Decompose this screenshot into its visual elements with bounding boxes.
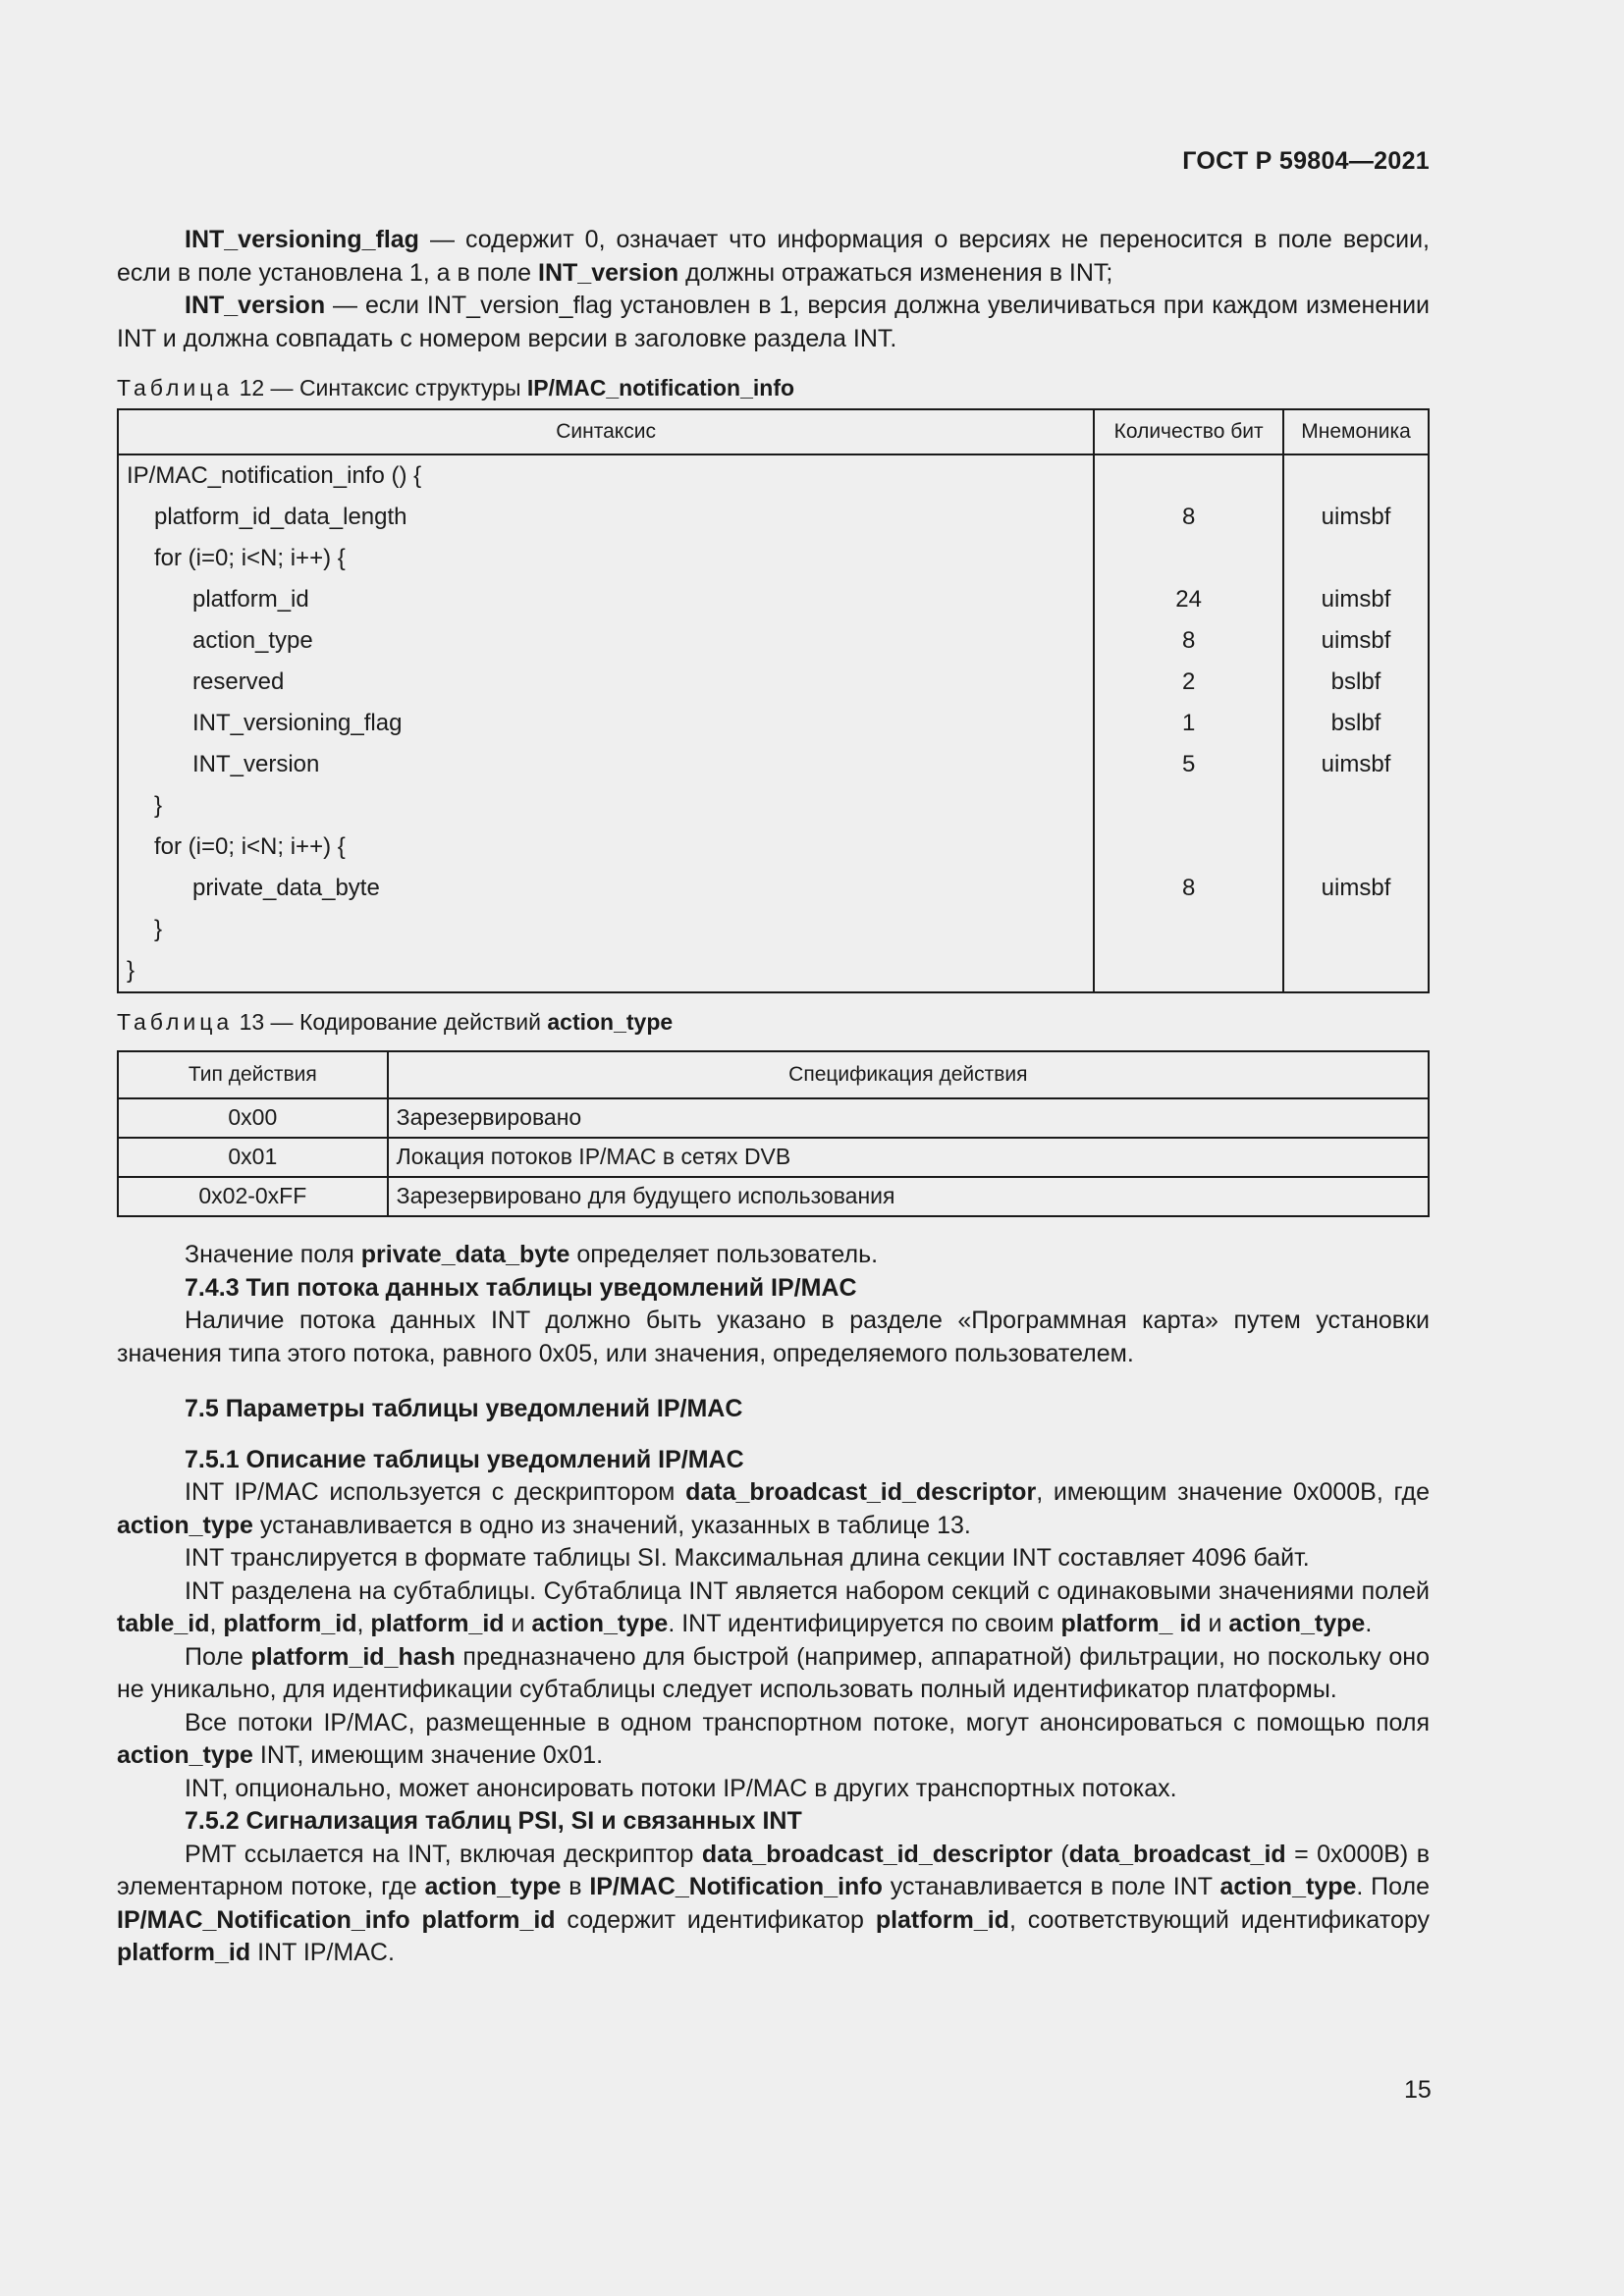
paragraph-pmt — [117, 1839, 1430, 1970]
text: PMT ссылается на INT, включая дескриптор — [185, 1840, 702, 1868]
text: Поле — [185, 1642, 251, 1671]
paragraph-private-data — [117, 1239, 1430, 1272]
bits-value — [1103, 785, 1274, 827]
term: action_type — [117, 1511, 253, 1539]
mnemonic-value: uimsbf — [1321, 504, 1391, 530]
mnemonic-value — [1292, 909, 1420, 950]
page-content — [117, 224, 1430, 1970]
text: . Поле — [1356, 1873, 1430, 1900]
term: platform_id — [370, 1610, 505, 1637]
mnemonic-value: bslbf — [1330, 710, 1381, 736]
caption-text: 13 — Кодирование действий — [239, 1009, 548, 1035]
bits-column — [1094, 454, 1283, 992]
text: . INT идентифицируется по своим — [668, 1610, 1061, 1637]
syntax-line: platform_id_data_length — [154, 504, 407, 530]
document-code: ГОСТ Р 59804—2021 — [1182, 147, 1430, 175]
caption-text: 12 — Синтаксис структуры — [239, 375, 527, 400]
bits-value: 24 — [1175, 586, 1202, 613]
syntax-line: INT_versioning_flag — [192, 710, 403, 736]
caption-term: IP/MAC_notification_info — [526, 375, 795, 400]
text: , имеющим значение 0x000B, где — [1036, 1478, 1430, 1506]
term: INT_versioning_flag — [185, 226, 419, 253]
bits-value — [1103, 538, 1274, 579]
text: , — [209, 1610, 224, 1637]
text: INT, имеющим значение 0x01. — [252, 1741, 604, 1769]
term: platform_ id — [1060, 1610, 1202, 1637]
heading-7-5-1 — [117, 1444, 1430, 1477]
column-header-specification: Спецификация действия — [388, 1051, 1429, 1098]
text: в — [561, 1873, 590, 1900]
mnemonic-column — [1283, 454, 1429, 992]
action-code: 0x02-0xFF — [118, 1177, 388, 1216]
action-code: 0x01 — [118, 1138, 388, 1177]
bits-value: 8 — [1181, 504, 1196, 530]
term: action_type — [1228, 1610, 1366, 1637]
table-row — [118, 1098, 1429, 1138]
bits-value — [1103, 950, 1274, 991]
term: action_type — [424, 1873, 562, 1900]
bits-value — [1103, 827, 1274, 868]
term: INT_version — [185, 292, 326, 319]
term: platform_id_hash — [250, 1642, 456, 1671]
term: action_type — [1219, 1873, 1357, 1900]
text: . — [1365, 1610, 1373, 1637]
syntax-line: for (i=0; i<N; i++) { — [154, 545, 346, 571]
mnemonic-value — [1292, 950, 1420, 991]
syntax-line: } — [154, 792, 163, 819]
term: INT_version — [538, 258, 679, 287]
syntax-line: } — [127, 957, 135, 984]
term: platform_id — [875, 1905, 1009, 1934]
mnemonic-value: uimsbf — [1321, 586, 1391, 613]
text: INT IP/MAC используется с дескриптором — [185, 1478, 686, 1506]
table-row — [118, 1138, 1429, 1177]
paragraph-subtables — [117, 1575, 1430, 1641]
column-header-bits: Количество бит — [1094, 409, 1283, 454]
table-row — [118, 1177, 1429, 1216]
syntax-line: reserved — [192, 668, 285, 695]
paragraph-int-versioning-flag — [117, 224, 1430, 290]
action-type-table — [117, 1050, 1430, 1217]
caption-term: action_type — [547, 1009, 674, 1035]
paragraph-si-format — [117, 1542, 1430, 1575]
text: предназначено для быстрой (например, аппаратной) фильтрации, но поскольку оно не уникально, для идентификации субтаблицы следует использовать полный идентификатор платформы. — [117, 1642, 1430, 1703]
paragraph-platform-hash — [117, 1641, 1430, 1707]
text: устанавливается в поле INT — [882, 1873, 1220, 1900]
action-code: 0x00 — [118, 1098, 388, 1138]
syntax-line: INT_version — [192, 751, 320, 777]
syntax-line: platform_id — [192, 586, 309, 613]
text: Наличие потока данных INT должно быть указано в разделе «Программная карта» путем установки значения типа этого потока, равного 0x05, или значения, определяемого пользователем. — [117, 1307, 1430, 1367]
mnemonic-value — [1292, 785, 1420, 827]
action-specification: Зарезервировано — [388, 1098, 1429, 1138]
text: INT разделена на субтаблицы. Субтаблица INT является набором секций с одинаковыми значениями полей — [185, 1576, 1430, 1605]
text: = 0x000B) в элементарном потоке, где — [117, 1840, 1430, 1900]
mnemonic-value — [1292, 455, 1420, 497]
syntax-line: action_type — [192, 627, 313, 654]
term: platform_id — [223, 1610, 357, 1637]
column-header-mnemonic: Мнемоника — [1283, 409, 1429, 454]
bits-value — [1103, 455, 1274, 497]
paragraph-int-descriptor — [117, 1476, 1430, 1542]
syntax-line: private_data_byte — [192, 875, 380, 901]
text: Все потоки IP/MAC, размещенные в одном транспортном потоке, могут анонсироваться с помощью поля — [185, 1708, 1430, 1736]
term: data_broadcast_id — [1068, 1840, 1286, 1868]
caption-word: Таблица — [117, 375, 234, 400]
text: и — [504, 1610, 532, 1637]
syntax-table — [117, 408, 1430, 993]
term: IP/MAC_Notification_info platform_id — [117, 1905, 556, 1934]
paragraph-optional — [117, 1773, 1430, 1806]
text: — если INT_version_flag установлен в 1, версия должна увеличиваться при каждом изменении INT и должна совпадать с номером версии в заголовке раздела INT. — [117, 292, 1430, 352]
column-header-syntax: Синтаксис — [118, 409, 1094, 454]
heading-7-4-3 — [117, 1272, 1430, 1306]
bits-value: 2 — [1181, 668, 1196, 695]
page-number: 15 — [1404, 2076, 1432, 2104]
text: , — [356, 1610, 371, 1637]
heading-text: 7.5 Параметры таблицы уведомлений IP/MAC — [185, 1395, 743, 1422]
paragraph-streams-announce — [117, 1707, 1430, 1773]
paragraph-stream-type — [117, 1305, 1430, 1370]
heading-7-5 — [117, 1393, 1430, 1426]
text: Значение поля — [185, 1241, 361, 1268]
syntax-column — [118, 454, 1094, 992]
caption-word: Таблица — [117, 1009, 234, 1035]
term: private_data_byte — [360, 1241, 570, 1268]
term: action_type — [531, 1610, 669, 1637]
bits-value: 1 — [1181, 710, 1196, 736]
text: , соответствующий идентификатору — [1008, 1905, 1430, 1934]
term: action_type — [117, 1741, 253, 1769]
mnemonic-value — [1292, 538, 1420, 579]
heading-text: 7.5.2 Сигнализация таблиц PSI, SI и связанных INT — [185, 1807, 802, 1835]
text: должны отражаться изменения в INT; — [678, 258, 1113, 287]
table12-caption — [117, 373, 1430, 402]
bits-value: 5 — [1181, 751, 1196, 777]
text: содержит идентификатор — [555, 1905, 876, 1934]
bits-value: 8 — [1181, 875, 1196, 901]
syntax-line: for (i=0; i<N; i++) { — [154, 833, 346, 860]
term: IP/MAC_Notification_info — [589, 1873, 883, 1900]
text: ( — [1052, 1840, 1069, 1868]
text: — содержит 0, означает что информация о версиях не переносится в поле версии, если в поле установлена 1, а в поле — [117, 226, 1430, 287]
mnemonic-value: uimsbf — [1321, 751, 1391, 777]
bits-value — [1103, 909, 1274, 950]
action-specification: Локация потоков IP/MAC в сетях DVB — [388, 1138, 1429, 1177]
mnemonic-value: bslbf — [1330, 668, 1381, 695]
text: INT, опционально, может анонсировать потоки IP/MAC в других транспортных потоках. — [185, 1774, 1177, 1802]
text: определяет пользователь. — [569, 1241, 879, 1268]
heading-text: 7.5.1 Описание таблицы уведомлений IP/MAC — [185, 1445, 744, 1473]
heading-text: 7.4.3 Тип потока данных таблицы уведомлений IP/MAC — [185, 1273, 857, 1302]
mnemonic-value: uimsbf — [1321, 627, 1391, 654]
text: INT IP/MAC. — [250, 1939, 395, 1966]
bits-value: 8 — [1181, 627, 1196, 654]
mnemonic-value — [1292, 827, 1420, 868]
term: data_broadcast_id_descriptor — [701, 1840, 1053, 1868]
text: устанавливается в одно из значений, указанных в таблице 13. — [252, 1511, 971, 1539]
syntax-line: IP/MAC_notification_info () { — [127, 462, 422, 489]
heading-7-5-2 — [117, 1805, 1430, 1839]
term: data_broadcast_id_descriptor — [685, 1478, 1037, 1506]
term: platform_id — [117, 1939, 251, 1966]
term: table_id — [117, 1610, 210, 1637]
syntax-line: } — [154, 916, 163, 942]
mnemonic-value: uimsbf — [1321, 875, 1391, 901]
table13-caption — [117, 1007, 1430, 1037]
paragraph-int-version — [117, 290, 1430, 355]
text: и — [1201, 1610, 1229, 1637]
text: INT транслируется в формате таблицы SI. Максимальная длина секции INT составляет 4096 байт. — [185, 1544, 1310, 1572]
column-header-action-type: Тип действия — [118, 1051, 388, 1098]
action-specification: Зарезервировано для будущего использования — [388, 1177, 1429, 1216]
